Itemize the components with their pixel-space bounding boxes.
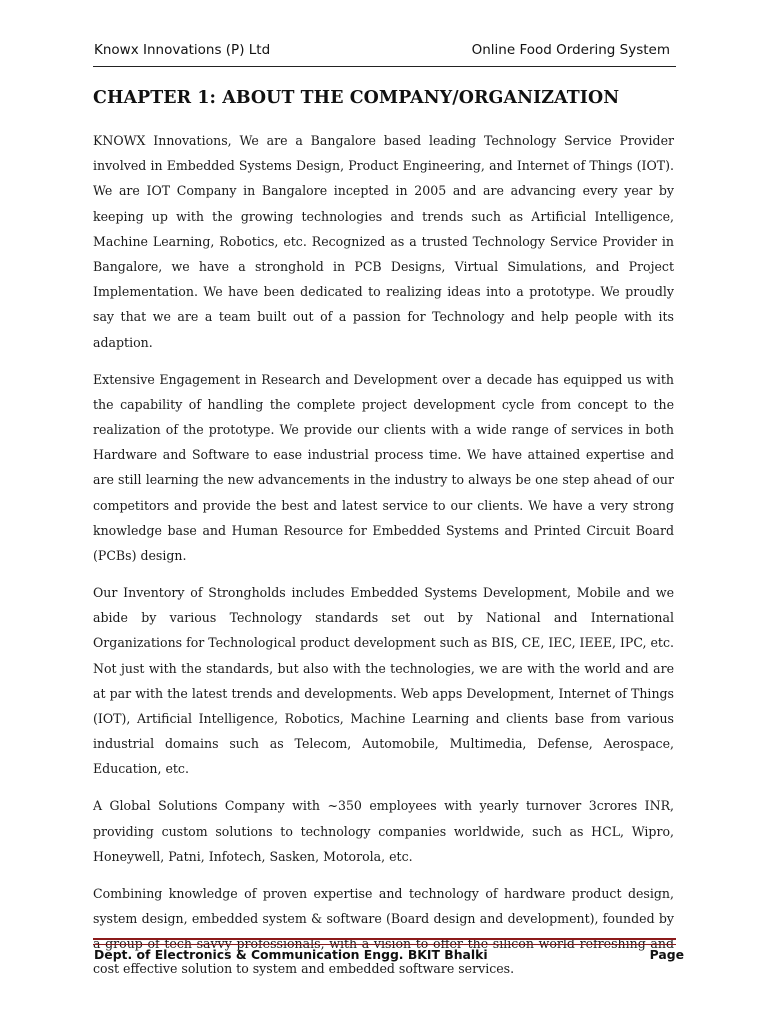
- footer-page-label: Page: [649, 947, 684, 962]
- paragraph: Combining knowledge of proven expertise and technology of hardware product design, system design, embedded system & software (Board design and development), founded by a group of tech savvy professionals, with a vision to offer the silicon world refreshing and cost effective solution to system and embedded software services.: [93, 885, 674, 977]
- page-footer: [94, 947, 684, 969]
- chapter-body: [93, 128, 674, 993]
- header-project-title: Online Food Ordering System: [471, 42, 670, 58]
- chapter-title: CHAPTER 1: ABOUT THE COMPANY/ORGANIZATION: [93, 88, 620, 108]
- paragraph: A Global Solutions Company with ~350 employees with yearly turnover 3crores INR, providing custom solutions to technology companies worldwide, such as HCL, Wipro, Honeywell, Patni, Infotech, Sasken, Motorola, etc.: [93, 798, 674, 864]
- paragraph: Our Inventory of Strongholds includes Embedded Systems Development, Mobile and we abide by various Technology standards set out by National and International Organizations for Technological product development such as BIS, CE, IEC, IEEE, IPC, etc. Not just with the standards, but also with the technologies, we are with the world and are at par with the latest trends and developments. Web apps Development, Internet of Things (IOT), Artificial Intelligence, Robotics, Machine Learning and clients base from various industrial domains such as Telecom, Automobile, Multimedia, Defense, Aerospace, Education, etc.: [93, 585, 674, 777]
- footer-divider: [93, 938, 676, 945]
- footer-department: Dept. of Electronics & Communication Engg. BKIT Bhalki: [94, 947, 488, 962]
- header-divider: [93, 66, 676, 67]
- page-header: [94, 42, 674, 64]
- paragraph: Extensive Engagement in Research and Development over a decade has equipped us with the capability of handling the complete project development cycle from concept to the realization of the prototype. We provide our clients with a wide range of services in both Hardware and Software to ease industrial process time. We have attained expertise and are still learning the new advancements in the industry to always be one step ahead of our competitors and provide the best and latest service to our clients. We have a very strong knowledge base and Human Resource for Embedded Systems and Printed Circuit Board (PCBs) design.: [93, 371, 674, 564]
- header-company-name: Knowx Innovations (P) Ltd: [94, 42, 271, 58]
- paragraph: KNOWX Innovations, We are a Bangalore based leading Technology Service Provider involved in Embedded Systems Design, Product Engineering, and Internet of Things (IOT). We are IOT Company in Bangalore incepted in 2005 and are advancing every year by keeping up with the growing technologies and trends such as Artificial Intelligence, Machine Learning, Robotics, etc. Recognized as a trusted Technology Service Provider in Bangalore, we have a stronghold in PCB Designs, Virtual Simulations, and Project Implementation. We have been dedicated to realizing ideas into a prototype. We proudly say that we are a team built out of a passion for Technology and help people with its adaption.: [93, 133, 674, 350]
